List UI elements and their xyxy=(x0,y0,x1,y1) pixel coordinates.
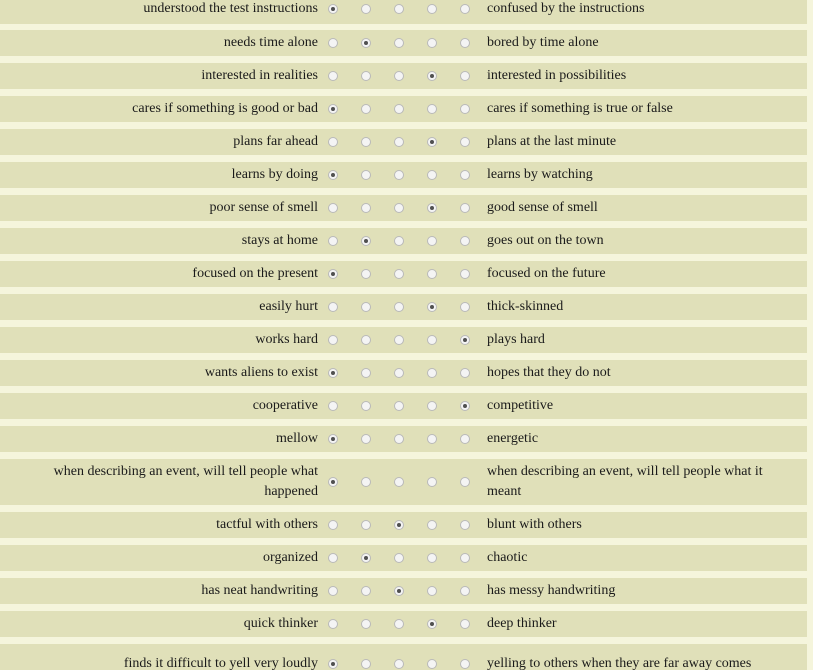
radio-option-5[interactable] xyxy=(460,619,470,629)
radio-option-2[interactable] xyxy=(361,553,371,563)
radio-option-3[interactable] xyxy=(394,302,404,312)
right-statement: cares if something is true or false xyxy=(487,101,673,116)
radio-option-2[interactable] xyxy=(361,236,371,246)
radio-option-4[interactable] xyxy=(427,38,437,48)
right-statement: interested in possibilities xyxy=(487,68,627,83)
radio-group xyxy=(318,162,482,188)
right-statement: yelling to others when they are far away comes xyxy=(487,656,752,670)
radio-option-2[interactable] xyxy=(361,38,371,48)
left-statement: poor sense of smell xyxy=(209,200,318,215)
right-statement: hopes that they do not xyxy=(487,365,611,380)
left-statement: plans far ahead xyxy=(233,134,318,149)
radio-option-2[interactable] xyxy=(361,659,371,669)
radio-option-3[interactable] xyxy=(394,170,404,180)
radio-option-1[interactable] xyxy=(328,401,338,411)
left-statement: stays at home xyxy=(241,233,318,248)
question-row xyxy=(0,578,807,604)
radio-option-4[interactable] xyxy=(427,401,437,411)
question-row xyxy=(0,0,807,24)
question-row xyxy=(0,30,807,56)
radio-option-4[interactable] xyxy=(427,335,437,345)
radio-option-1[interactable] xyxy=(328,203,338,213)
radio-option-2[interactable] xyxy=(361,137,371,147)
radio-option-2[interactable] xyxy=(361,203,371,213)
radio-group xyxy=(318,0,482,24)
radio-option-5[interactable] xyxy=(460,335,470,345)
question-row xyxy=(0,96,807,122)
radio-option-3[interactable] xyxy=(394,368,404,378)
radio-option-1[interactable] xyxy=(328,4,338,14)
radio-group xyxy=(318,360,482,386)
radio-group xyxy=(318,63,482,89)
question-row xyxy=(0,426,807,452)
radio-option-3[interactable] xyxy=(394,38,404,48)
radio-option-1[interactable] xyxy=(328,236,338,246)
question-row xyxy=(0,162,807,188)
radio-group xyxy=(318,228,482,254)
question-row xyxy=(0,512,807,538)
radio-option-1[interactable] xyxy=(328,335,338,345)
radio-option-5[interactable] xyxy=(460,236,470,246)
right-statement: confused by the instructions xyxy=(487,1,645,16)
radio-option-2[interactable] xyxy=(361,368,371,378)
radio-option-4[interactable] xyxy=(427,520,437,530)
radio-option-5[interactable] xyxy=(460,520,470,530)
radio-option-2[interactable] xyxy=(361,4,371,14)
radio-option-2[interactable] xyxy=(361,335,371,345)
radio-option-5[interactable] xyxy=(460,553,470,563)
radio-group xyxy=(318,578,482,604)
question-row xyxy=(0,545,807,571)
radio-option-1[interactable] xyxy=(328,269,338,279)
question-row xyxy=(0,644,807,670)
radio-option-5[interactable] xyxy=(460,170,470,180)
radio-option-5[interactable] xyxy=(460,104,470,114)
radio-option-3[interactable] xyxy=(394,659,404,669)
radio-option-4[interactable] xyxy=(427,368,437,378)
left-statement: easily hurt xyxy=(259,299,318,314)
radio-option-4[interactable] xyxy=(427,104,437,114)
radio-option-2[interactable] xyxy=(361,586,371,596)
left-statement: organized xyxy=(263,550,318,565)
right-statement: chaotic xyxy=(487,550,528,565)
left-statement: learns by doing xyxy=(231,167,318,182)
right-statement: plays hard xyxy=(487,332,545,347)
radio-option-5[interactable] xyxy=(460,368,470,378)
radio-option-3[interactable] xyxy=(394,236,404,246)
radio-group xyxy=(318,512,482,538)
left-statement: focused on the present xyxy=(192,266,318,281)
radio-option-1[interactable] xyxy=(328,434,338,444)
radio-option-5[interactable] xyxy=(460,401,470,411)
radio-option-4[interactable] xyxy=(427,619,437,629)
radio-option-5[interactable] xyxy=(460,434,470,444)
radio-option-2[interactable] xyxy=(361,520,371,530)
question-row xyxy=(0,261,807,287)
right-statement: good sense of smell xyxy=(487,200,598,215)
radio-group xyxy=(318,129,482,155)
radio-option-3[interactable] xyxy=(394,269,404,279)
question-row xyxy=(0,228,807,254)
right-statement: focused on the future xyxy=(487,266,606,281)
radio-option-4[interactable] xyxy=(427,236,437,246)
radio-option-5[interactable] xyxy=(460,586,470,596)
right-statement: competitive xyxy=(487,398,554,413)
question-row xyxy=(0,611,807,637)
right-statement: thick-skinned xyxy=(487,299,564,314)
radio-option-3[interactable] xyxy=(394,335,404,345)
radio-group xyxy=(318,294,482,320)
radio-option-4[interactable] xyxy=(427,434,437,444)
question-row xyxy=(0,195,807,221)
radio-option-4[interactable] xyxy=(427,137,437,147)
right-statement: bored by time alone xyxy=(487,35,599,50)
radio-option-5[interactable] xyxy=(460,38,470,48)
left-statement: needs time alone xyxy=(223,35,318,50)
radio-option-5[interactable] xyxy=(460,137,470,147)
radio-group xyxy=(318,644,482,670)
radio-option-5[interactable] xyxy=(460,4,470,14)
right-statement: deep thinker xyxy=(487,616,557,631)
radio-option-4[interactable] xyxy=(427,269,437,279)
radio-option-2[interactable] xyxy=(361,71,371,81)
radio-option-4[interactable] xyxy=(427,302,437,312)
left-statement: has neat handwriting xyxy=(201,583,318,598)
radio-option-5[interactable] xyxy=(460,477,470,487)
left-statement: works hard xyxy=(255,332,318,347)
radio-option-5[interactable] xyxy=(460,203,470,213)
left-statement: wants aliens to exist xyxy=(204,365,318,380)
radio-option-3[interactable] xyxy=(394,520,404,530)
question-row xyxy=(0,459,807,505)
radio-option-3[interactable] xyxy=(394,104,404,114)
radio-option-3[interactable] xyxy=(394,586,404,596)
radio-option-2[interactable] xyxy=(361,269,371,279)
radio-option-1[interactable] xyxy=(328,659,338,669)
question-row xyxy=(0,63,807,89)
radio-option-4[interactable] xyxy=(427,553,437,563)
question-row xyxy=(0,327,807,353)
radio-option-5[interactable] xyxy=(460,302,470,312)
left-statement: quick thinker xyxy=(243,616,318,631)
radio-option-5[interactable] xyxy=(460,71,470,81)
radio-option-1[interactable] xyxy=(328,104,338,114)
radio-option-2[interactable] xyxy=(361,477,371,487)
radio-option-2[interactable] xyxy=(361,434,371,444)
radio-group xyxy=(318,30,482,56)
right-statement: when describing an event, will tell people what it meant xyxy=(487,464,763,499)
right-statement: goes out on the town xyxy=(487,233,604,248)
radio-option-4[interactable] xyxy=(427,71,437,81)
radio-group xyxy=(318,96,482,122)
radio-option-1[interactable] xyxy=(328,71,338,81)
radio-option-3[interactable] xyxy=(394,137,404,147)
radio-option-1[interactable] xyxy=(328,368,338,378)
radio-option-2[interactable] xyxy=(361,302,371,312)
radio-option-1[interactable] xyxy=(328,586,338,596)
radio-option-4[interactable] xyxy=(427,477,437,487)
radio-option-1[interactable] xyxy=(328,170,338,180)
radio-option-5[interactable] xyxy=(460,659,470,669)
radio-option-1[interactable] xyxy=(328,553,338,563)
left-statement: when describing an event, will tell people what happened xyxy=(53,464,318,499)
radio-option-1[interactable] xyxy=(328,520,338,530)
radio-group xyxy=(318,195,482,221)
left-statement: tactful with others xyxy=(216,517,318,532)
radio-group xyxy=(318,393,482,419)
radio-group xyxy=(318,426,482,452)
radio-option-3[interactable] xyxy=(394,401,404,411)
question-row xyxy=(0,294,807,320)
radio-option-3[interactable] xyxy=(394,203,404,213)
question-row xyxy=(0,129,807,155)
right-statement: energetic xyxy=(487,431,539,446)
radio-option-3[interactable] xyxy=(394,477,404,487)
right-statement: has messy handwriting xyxy=(487,583,616,598)
radio-option-1[interactable] xyxy=(328,38,338,48)
radio-group xyxy=(318,459,482,505)
radio-option-1[interactable] xyxy=(328,477,338,487)
radio-option-3[interactable] xyxy=(394,71,404,81)
radio-option-2[interactable] xyxy=(361,619,371,629)
radio-group xyxy=(318,327,482,353)
radio-option-4[interactable] xyxy=(427,170,437,180)
right-statement: plans at the last minute xyxy=(487,134,617,149)
radio-option-4[interactable] xyxy=(427,203,437,213)
radio-option-3[interactable] xyxy=(394,619,404,629)
radio-option-4[interactable] xyxy=(427,659,437,669)
radio-option-2[interactable] xyxy=(361,170,371,180)
radio-option-3[interactable] xyxy=(394,434,404,444)
radio-option-4[interactable] xyxy=(427,4,437,14)
left-statement: understood the test instructions xyxy=(143,1,318,16)
left-statement: cares if something is good or bad xyxy=(132,101,318,116)
radio-option-2[interactable] xyxy=(361,104,371,114)
left-statement: finds it difficult to yell very loudly xyxy=(123,656,318,670)
radio-option-5[interactable] xyxy=(460,269,470,279)
radio-group xyxy=(318,545,482,571)
radio-group xyxy=(318,611,482,637)
radio-option-1[interactable] xyxy=(328,619,338,629)
right-statement: learns by watching xyxy=(487,167,593,182)
radio-option-1[interactable] xyxy=(328,137,338,147)
radio-option-4[interactable] xyxy=(427,586,437,596)
right-statement: blunt with others xyxy=(487,517,582,532)
radio-group xyxy=(318,261,482,287)
question-row xyxy=(0,393,807,419)
radio-option-1[interactable] xyxy=(328,302,338,312)
left-statement: interested in realities xyxy=(201,68,318,83)
left-statement: cooperative xyxy=(252,398,318,413)
radio-option-2[interactable] xyxy=(361,401,371,411)
question-row xyxy=(0,360,807,386)
radio-option-3[interactable] xyxy=(394,4,404,14)
radio-option-3[interactable] xyxy=(394,553,404,563)
left-statement: mellow xyxy=(276,431,318,446)
